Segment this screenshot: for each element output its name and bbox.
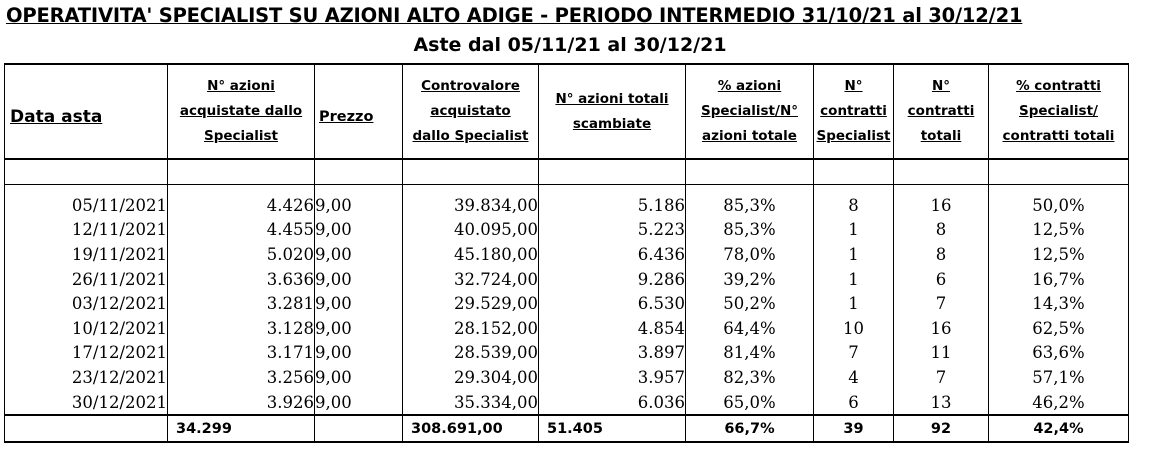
total-shares-cell: 3.897 bbox=[539, 341, 686, 366]
ctrv-cell: 29.529,00 bbox=[403, 291, 539, 316]
header-n-contratti-totali bbox=[894, 64, 989, 159]
table-row bbox=[5, 267, 1129, 292]
header-line: scambiate bbox=[572, 115, 652, 132]
header-line: contratti bbox=[820, 103, 887, 119]
pct-cell: 82,3% bbox=[686, 365, 814, 390]
ctrv-cell: 45.180,00 bbox=[403, 242, 539, 267]
header-line: Specialist/N° bbox=[700, 103, 798, 119]
pctc-cell: 62,5% bbox=[989, 316, 1129, 341]
total-shares-cell: 51.405 bbox=[539, 415, 686, 442]
table-row bbox=[5, 218, 1129, 243]
pct-cell: 78,0% bbox=[686, 242, 814, 267]
ncs-cell: 6 bbox=[814, 390, 894, 416]
ctrv-cell: 40.095,00 bbox=[403, 218, 539, 243]
nct-cell: 7 bbox=[894, 365, 989, 390]
header-line: dallo Specialist bbox=[412, 128, 529, 144]
ncs-cell: 1 bbox=[814, 242, 894, 267]
document-title: OPERATIVITA' SPECIALIST SU AZIONI ALTO ADIGE - PERIODO INTERMEDIO 31/10/21 al 30/12/21 bbox=[6, 4, 1023, 27]
header-line: Specialist bbox=[816, 128, 891, 144]
ctrv-cell: 28.539,00 bbox=[403, 341, 539, 366]
pctc-cell: 12,5% bbox=[989, 242, 1129, 267]
total-shares-cell: 3.957 bbox=[539, 365, 686, 390]
header-line: % azioni bbox=[717, 78, 782, 94]
header-prezzo bbox=[315, 64, 403, 159]
header-line: contratti totali bbox=[1002, 128, 1115, 144]
price-cell: 9,00 bbox=[315, 218, 403, 243]
total-shares-cell: 6.530 bbox=[539, 291, 686, 316]
nct-cell: 8 bbox=[894, 218, 989, 243]
date-cell: 03/12/2021 bbox=[5, 291, 168, 316]
ctrv-cell: 28.152,00 bbox=[403, 316, 539, 341]
pct-cell: 50,2% bbox=[686, 291, 814, 316]
price-cell: 9,00 bbox=[315, 316, 403, 341]
price-cell: 9,00 bbox=[315, 341, 403, 366]
ncs-cell: 1 bbox=[814, 267, 894, 292]
pctc-cell: 14,3% bbox=[989, 291, 1129, 316]
pctc-cell: 12,5% bbox=[989, 218, 1129, 243]
total-qty-cell: 34.299 bbox=[168, 415, 315, 442]
table-body bbox=[5, 193, 1129, 415]
qty-cell: 3.636 bbox=[168, 267, 315, 292]
totals-row bbox=[5, 415, 1129, 442]
header-line: N° azioni bbox=[207, 78, 275, 94]
date-cell: 26/11/2021 bbox=[5, 267, 168, 292]
date-cell: 10/12/2021 bbox=[5, 316, 168, 341]
header-line: Prezzo bbox=[319, 109, 374, 125]
pct-cell: 85,3% bbox=[686, 193, 814, 218]
header-pct-contratti bbox=[989, 64, 1129, 159]
price-cell: 9,00 bbox=[315, 267, 403, 292]
total-ncs-cell: 39 bbox=[814, 415, 894, 442]
date-cell: 05/11/2021 bbox=[5, 193, 168, 218]
date-cell: 19/11/2021 bbox=[5, 242, 168, 267]
total-pctc-cell: 42,4% bbox=[989, 415, 1129, 442]
qty-cell: 4.426 bbox=[168, 193, 315, 218]
total-pct-cell: 66,7% bbox=[686, 415, 814, 442]
header-n-contratti-specialist bbox=[814, 64, 894, 159]
pct-cell: 64,4% bbox=[686, 316, 814, 341]
blank-row bbox=[5, 159, 1129, 185]
header-line: N° bbox=[931, 78, 951, 94]
nct-cell: 11 bbox=[894, 341, 989, 366]
table-row bbox=[5, 291, 1129, 316]
table-row bbox=[5, 390, 1129, 416]
table-footer bbox=[5, 415, 1129, 442]
qty-cell: 3.256 bbox=[168, 365, 315, 390]
table-row bbox=[5, 341, 1129, 366]
header-line: totali bbox=[920, 128, 962, 144]
qty-cell: 5.020 bbox=[168, 242, 315, 267]
specialist-table bbox=[4, 63, 1129, 443]
ctrv-cell: 39.834,00 bbox=[403, 193, 539, 218]
header-line: Specialist/ bbox=[1019, 103, 1098, 119]
nct-cell: 6 bbox=[894, 267, 989, 292]
nct-cell: 8 bbox=[894, 242, 989, 267]
date-cell: 23/12/2021 bbox=[5, 365, 168, 390]
header-n-azioni-totali bbox=[539, 64, 686, 159]
price-cell: 9,00 bbox=[315, 193, 403, 218]
pctc-cell: 46,2% bbox=[989, 390, 1129, 416]
ctrv-cell: 35.334,00 bbox=[403, 390, 539, 416]
nct-cell: 7 bbox=[894, 291, 989, 316]
table-row bbox=[5, 193, 1129, 218]
nct-cell: 13 bbox=[894, 390, 989, 416]
ncs-cell: 7 bbox=[814, 341, 894, 366]
header-controvalore bbox=[403, 64, 539, 159]
total-shares-cell: 5.186 bbox=[539, 193, 686, 218]
header-line: contratti bbox=[907, 103, 975, 119]
header-line: Data asta bbox=[10, 107, 103, 127]
spacer-row bbox=[5, 185, 1129, 194]
qty-cell: 4.455 bbox=[168, 218, 315, 243]
header-line: azioni totale bbox=[702, 128, 797, 144]
pctc-cell: 63,6% bbox=[989, 341, 1129, 366]
date-cell: 12/11/2021 bbox=[5, 218, 168, 243]
header-line: acquistate dallo bbox=[179, 103, 303, 119]
header-line: Specialist bbox=[203, 128, 279, 144]
ctrv-cell: 32.724,00 bbox=[403, 267, 539, 292]
total-date-cell bbox=[5, 415, 168, 442]
header-n-azioni-acquistate bbox=[168, 64, 315, 159]
date-cell: 30/12/2021 bbox=[5, 390, 168, 416]
header-line: N° azioni totali bbox=[555, 90, 669, 107]
total-shares-cell: 9.286 bbox=[539, 267, 686, 292]
price-cell: 9,00 bbox=[315, 365, 403, 390]
document-subtitle: Aste dal 05/11/21 al 30/12/21 bbox=[413, 34, 727, 56]
ctrv-cell: 29.304,00 bbox=[403, 365, 539, 390]
table-blank-section bbox=[5, 159, 1129, 193]
total-shares-cell: 6.036 bbox=[539, 390, 686, 416]
pct-cell: 85,3% bbox=[686, 218, 814, 243]
header-line: Controvalore bbox=[421, 78, 520, 94]
total-nct-cell: 92 bbox=[894, 415, 989, 442]
date-cell: 17/12/2021 bbox=[5, 341, 168, 366]
qty-cell: 3.281 bbox=[168, 291, 315, 316]
total-shares-cell: 6.436 bbox=[539, 242, 686, 267]
header-line: % contratti bbox=[1016, 78, 1101, 94]
header-pct-azioni bbox=[686, 64, 814, 159]
price-cell: 9,00 bbox=[315, 291, 403, 316]
header-line: acquistato bbox=[430, 103, 511, 119]
pctc-cell: 57,1% bbox=[989, 365, 1129, 390]
nct-cell: 16 bbox=[894, 193, 989, 218]
pctc-cell: 16,7% bbox=[989, 267, 1129, 292]
price-cell: 9,00 bbox=[315, 242, 403, 267]
qty-cell: 3.171 bbox=[168, 341, 315, 366]
nct-cell: 16 bbox=[894, 316, 989, 341]
pct-cell: 65,0% bbox=[686, 390, 814, 416]
table-row bbox=[5, 242, 1129, 267]
header-line: N° bbox=[844, 78, 863, 94]
pct-cell: 39,2% bbox=[686, 267, 814, 292]
qty-cell: 3.128 bbox=[168, 316, 315, 341]
total-shares-cell: 5.223 bbox=[539, 218, 686, 243]
total-shares-cell: 4.854 bbox=[539, 316, 686, 341]
table-header bbox=[5, 64, 1129, 159]
total-ctrv-cell: 308.691,00 bbox=[403, 415, 539, 442]
pct-cell: 81,4% bbox=[686, 341, 814, 366]
total-price-cell bbox=[315, 415, 403, 442]
table-row bbox=[5, 316, 1129, 341]
header-data-asta bbox=[5, 64, 168, 159]
ncs-cell: 4 bbox=[814, 365, 894, 390]
ncs-cell: 1 bbox=[814, 218, 894, 243]
ncs-cell: 1 bbox=[814, 291, 894, 316]
pctc-cell: 50,0% bbox=[989, 193, 1129, 218]
table-row bbox=[5, 365, 1129, 390]
ncs-cell: 10 bbox=[814, 316, 894, 341]
price-cell: 9,00 bbox=[315, 390, 403, 416]
qty-cell: 3.926 bbox=[168, 390, 315, 416]
ncs-cell: 8 bbox=[814, 193, 894, 218]
